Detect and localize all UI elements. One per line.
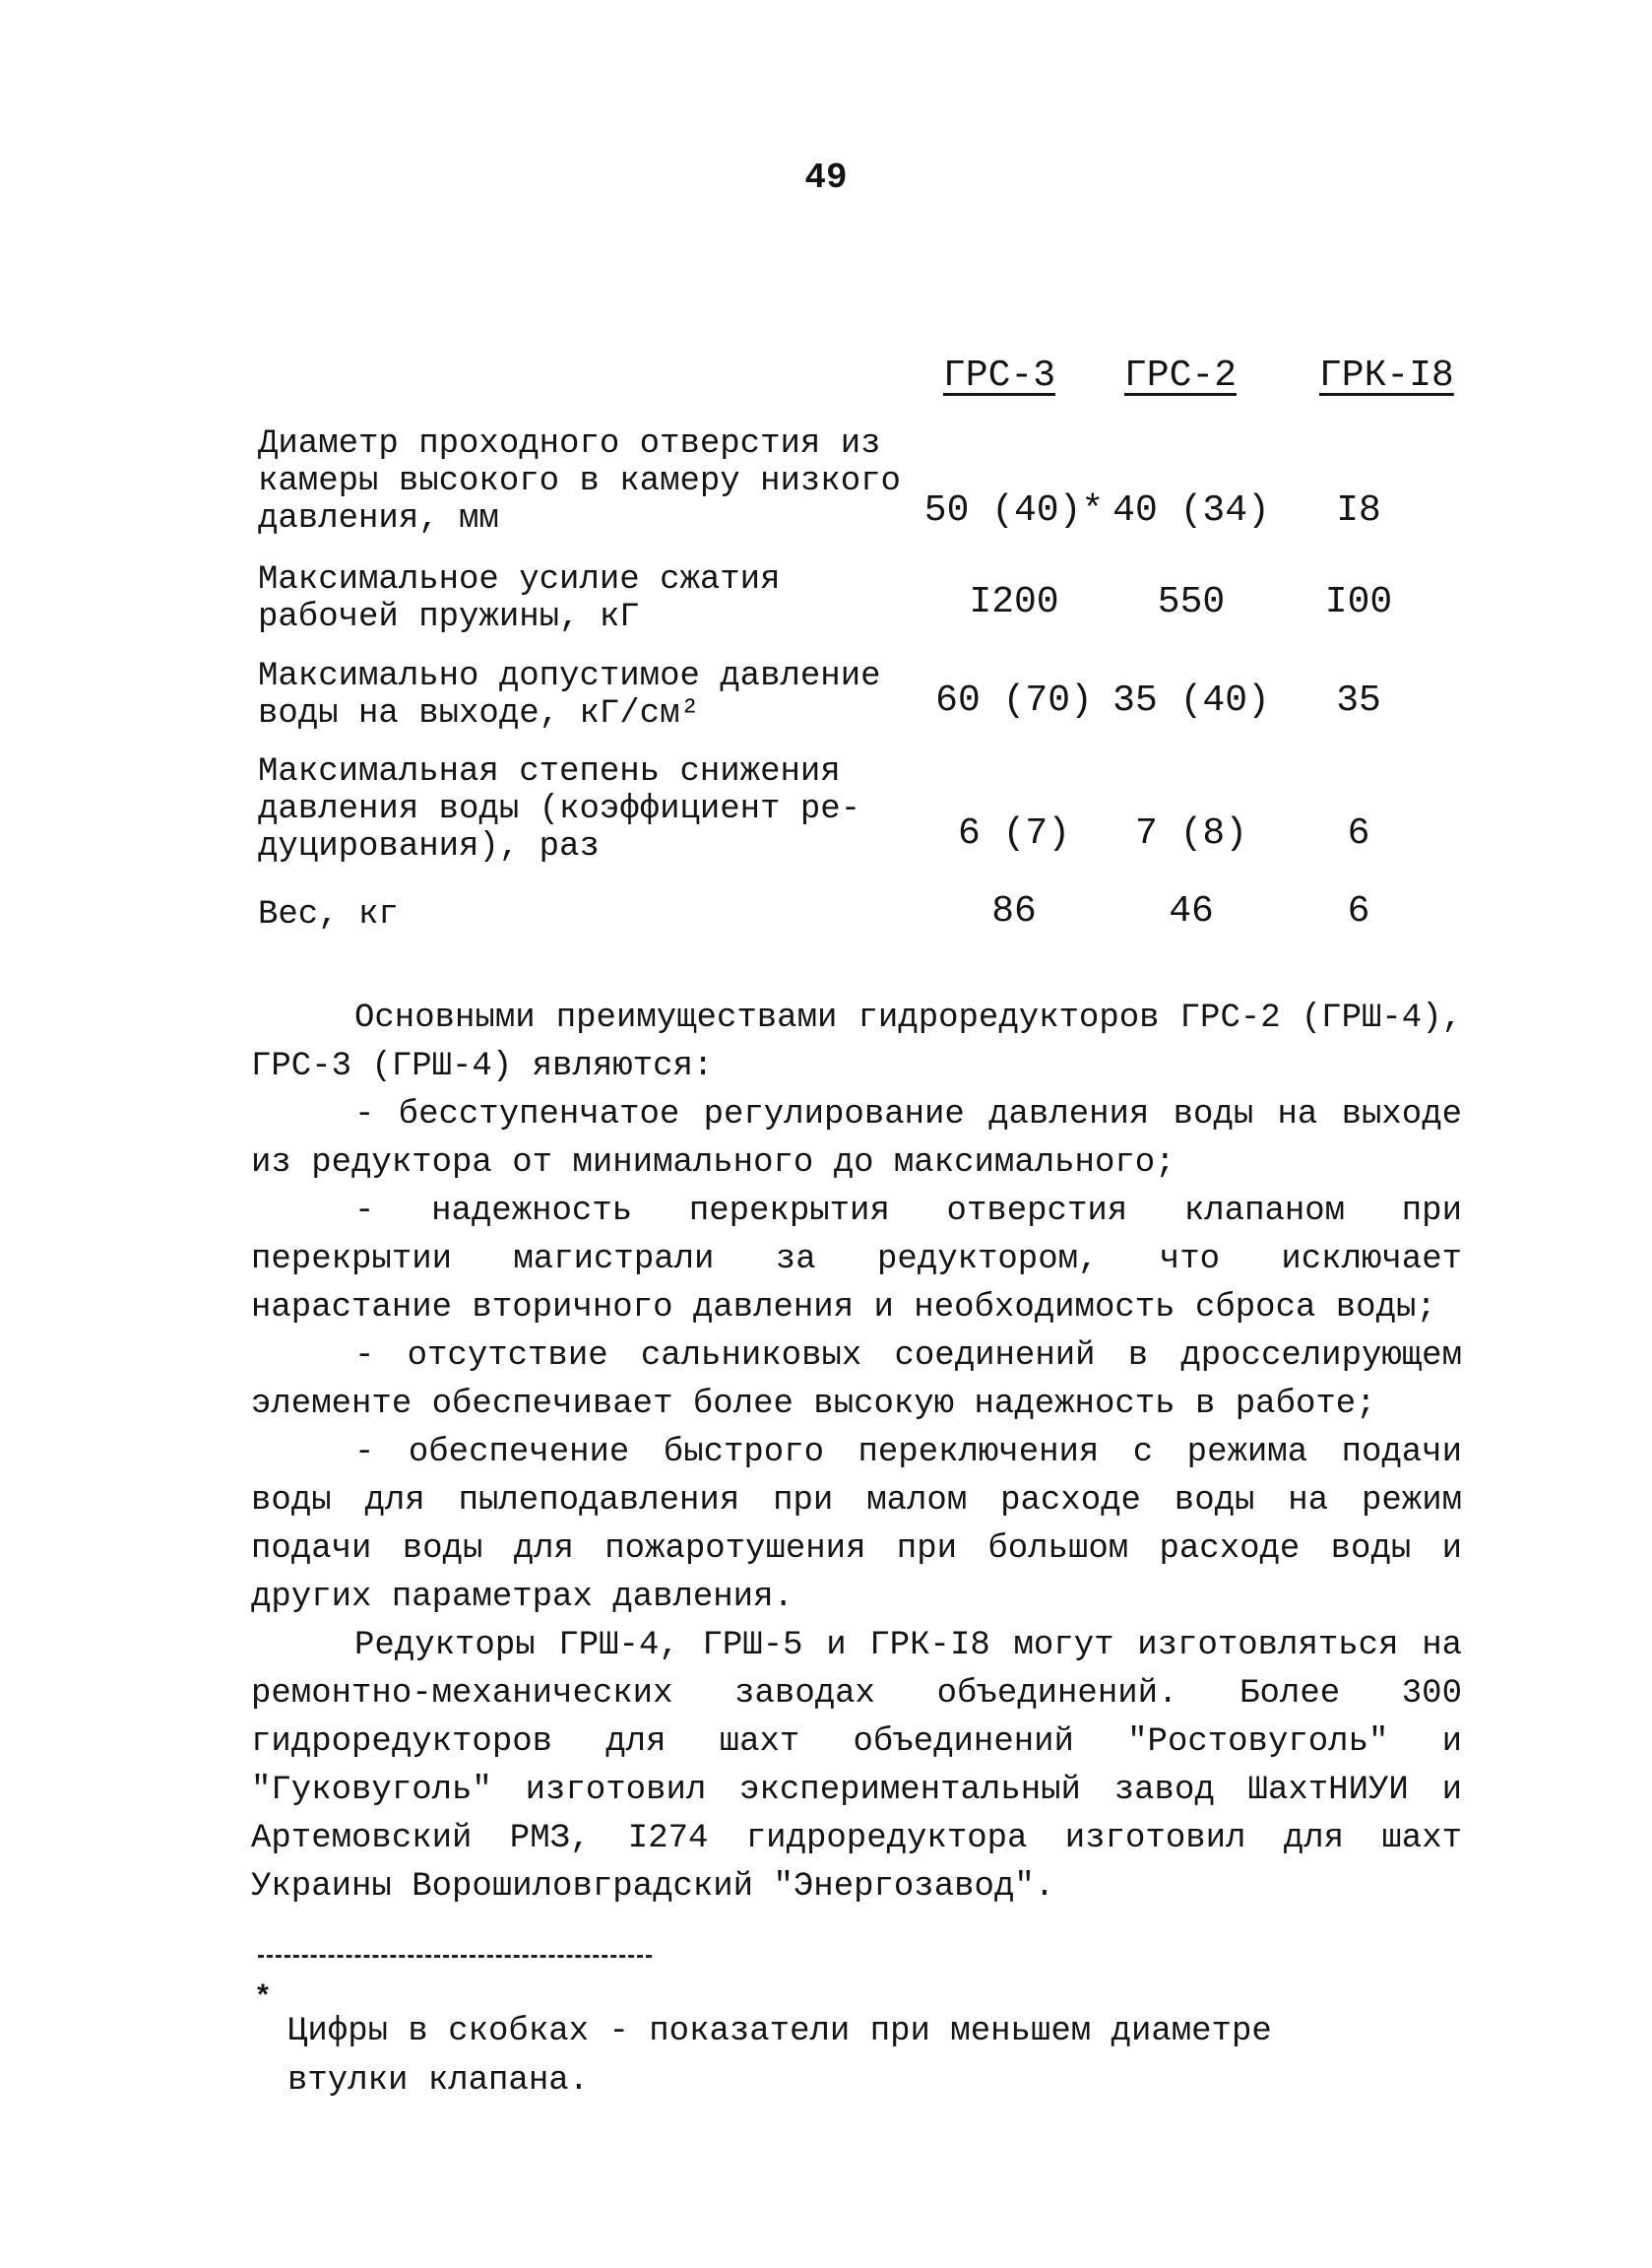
spec-value: 6: [1347, 890, 1370, 933]
footnote-mark: *: [254, 1981, 273, 2015]
closing-paragraph: Редукторы ГРШ-4, ГРШ-5 и ГРК-I8 могут изготовляться на ремонтно-механических заводах объединений. Более 300 гидроредукторов для шахт объединений "Ростовуголь" и "Гуковуголь" изготовил экспериментальный завод ШахтНИУИ и Артемовский РМЗ, I274 гидроредуктора изготовил для шахт Украины Ворошиловградский "Энергозавод".: [251, 1627, 1462, 1906]
spec-table-header: [0, 355, 1652, 414]
spec-row-label: Максимально допустимое давление воды на выходе, кГ/см²: [258, 658, 881, 733]
spec-value: 7 (8): [1134, 812, 1248, 855]
spec-value: 6: [1347, 812, 1370, 855]
spec-value: 46: [1169, 890, 1214, 933]
spec-value: 86: [991, 890, 1037, 933]
spec-row-label: Максимальное усилие сжатия рабочей пружины, кГ: [258, 561, 781, 636]
spec-value: I8: [1336, 489, 1381, 532]
spec-row-label: Диаметр проходного отверстия из камеры высокого в камеру низкого давления, мм: [258, 425, 901, 538]
list-item: - надежность перекрытия отверстия клапаном при перекрытии магистрали за редуктором, что исключает нарастание вторичного давления и необходимость сброса воды;: [251, 1193, 1462, 1327]
spec-row-label: Вес, кг: [258, 896, 399, 934]
spec-value: 40 (34): [1112, 489, 1270, 532]
column-header-grk-18: ГРК-I8: [1319, 355, 1454, 397]
spec-row-label: Максимальная степень снижения давления воды (коэффициент ре- дуцирования), раз: [258, 753, 861, 866]
spec-value: 6 (7): [957, 812, 1071, 855]
list-item: - бесступенчатое регулирование давления воды на выходе из редуктора от минимального до максимального;: [251, 1096, 1462, 1182]
footnote-text: Цифры в скобках - показатели при меньшем диаметре втулки клапана.: [287, 2013, 1272, 2100]
spec-value: 60 (70): [935, 680, 1093, 722]
list-item: - отсутствие сальниковых соединений в дросселирующем элементе обеспечивает более высокую надежность в работе;: [251, 1337, 1462, 1423]
column-header-grs-2: ГРС-2: [1124, 355, 1238, 397]
spec-value: I200: [969, 581, 1059, 623]
footnote-divider: [258, 1955, 652, 1958]
page-number: 49: [804, 158, 848, 198]
spec-value: 35: [1336, 680, 1381, 722]
body-text: [251, 995, 1462, 1912]
column-header-grs-3: ГРС-3: [943, 355, 1056, 397]
spec-value: 35 (40): [1112, 680, 1270, 722]
spec-value: 550: [1157, 581, 1226, 623]
spec-value: 50 (40)*: [923, 489, 1105, 532]
spec-value: I00: [1324, 581, 1393, 623]
list-item: - обеспечение быстрого переключения с режима подачи воды для пылеподавления при малом расходе воды на режим подачи воды для пожаротушения при большом расходе воды и других параметрах давления.: [251, 1434, 1462, 1616]
intro-paragraph: Основными преимуществами гидроредукторов ГРС-2 (ГРШ-4), ГРС-3 (ГРШ-4) являются:: [251, 1000, 1462, 1085]
